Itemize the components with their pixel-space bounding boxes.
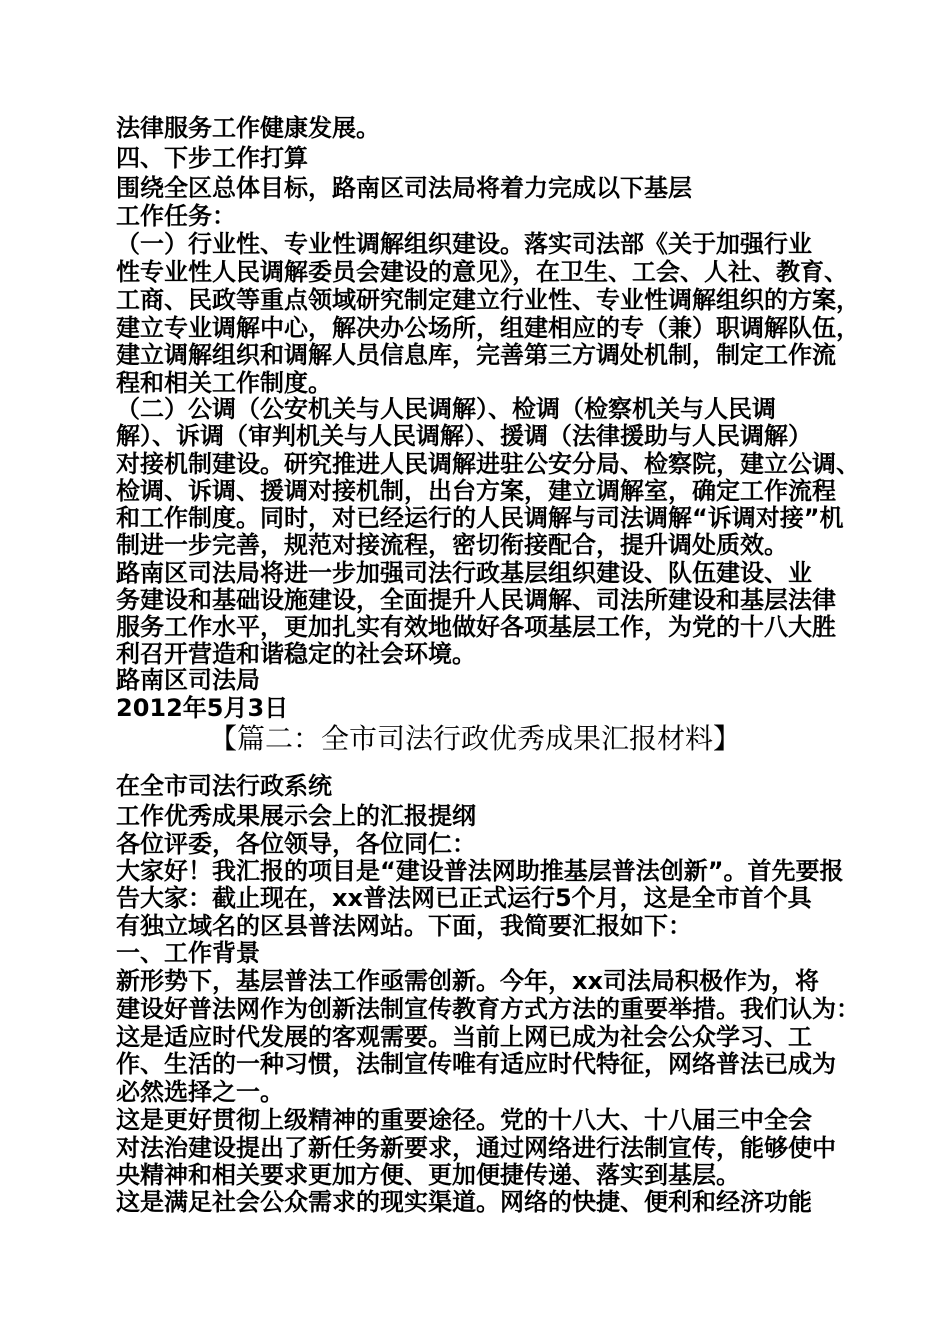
text-line: 这是满足社会公众需求的现实渠道。网络的快捷、便利和经济功能 [116, 1188, 812, 1216]
text-line: 必然选择之一。 [116, 1078, 284, 1106]
text-line: 工作任务： [116, 202, 236, 230]
text-line: 法律服务工作健康发展。 [116, 114, 380, 142]
text-line: 利召开营造和谐稳定的社会环境。 [116, 640, 476, 668]
text-line: 建立调解组织和调解人员信息库，完善第三方调处机制，制定工作流 [116, 341, 836, 369]
text-line: 央精神和相关要求更加方便、更加便捷传递、落实到基层。 [116, 1161, 740, 1189]
text-line: 大家好！我汇报的项目是“建设普法网助推基层普法创新”。首先要报 [116, 857, 844, 885]
text-line: 对接机制建设。研究推进人民调解进驻公安分局、检察院，建立公调、 [116, 450, 860, 478]
text-line: （二）公调（公安机关与人民调解）、检调（检察机关与人民调 [116, 395, 776, 423]
text-line: 各位评委，各位领导，各位同仁： [116, 830, 476, 858]
text-line: 务建设和基础设施建设，全面提升人民调解、司法所建设和基层法律 [116, 586, 836, 614]
text-line: 在全市司法行政系统 [116, 772, 332, 800]
text-line: （一）行业性、专业性调解组织建设。落实司法部《关于加强行业 [116, 230, 812, 258]
text-line: 和工作制度。同时，对已经运行的人民调解与司法调解“诉调对接”机 [116, 504, 844, 532]
text-line: 建设好普法网作为创新法制宣传教育方式方法的重要举措。我们认为： [116, 995, 860, 1023]
section-heading: 一、工作背景 [116, 939, 260, 967]
text-line: 检调、诉调、援调对接机制，出台方案，建立调解室，确定工作流程 [116, 477, 836, 505]
text-line: 制进一步完善，规范对接流程，密切衔接配合，提升调处质效。 [116, 531, 788, 559]
text-line: 工作优秀成果展示会上的汇报提纲 [116, 802, 476, 830]
text-line: 对法治建设提出了新任务新要求，通过网络进行法制宣传，能够使中 [116, 1134, 836, 1162]
text-line: 工商、民政等重点领域研究制定建立行业性、专业性调解组织的方案， [116, 286, 860, 314]
text-line: 告大家：截止现在，xx普法网已正式运行5个月，这是全市首个具 [116, 884, 812, 912]
text-line: 有独立域名的区县普法网站。下面，我简要汇报如下： [116, 912, 692, 940]
section-title: 【篇二：全市司法行政优秀成果汇报材料】 [208, 722, 741, 755]
text-line: 程和相关工作制度。 [116, 369, 332, 397]
text-line: 解）、诉调（审判机关与人民调解）、援调（法律援助与人民调解） [116, 422, 812, 450]
section-heading: 四、下步工作打算 [116, 144, 308, 172]
text-line: 围绕全区总体目标，路南区司法局将着力完成以下基层 [116, 174, 692, 202]
text-line: 这是适应时代发展的客观需要。当前上网已成为社会公众学习、工 [116, 1023, 812, 1051]
signature-org: 路南区司法局 [116, 666, 260, 694]
text-line: 新形势下，基层普法工作亟需创新。今年，xx司法局积极作为，将 [116, 967, 819, 995]
text-line: 性专业性人民调解委员会建设的意见》，在卫生、工会、人社、教育、 [116, 258, 848, 286]
text-line: 这是更好贯彻上级精神的重要途径。党的十八大、十八届三中全会 [116, 1106, 812, 1134]
text-line: 作、生活的一种习惯，法制宣传唯有适应时代特征，网络普法已成为 [116, 1050, 836, 1078]
text-line: 服务工作水平，更加扎实有效地做好各项基层工作，为党的十八大胜 [116, 613, 836, 641]
text-line: 建立专业调解中心，解决办公场所，组建相应的专（兼）职调解队伍， [116, 314, 860, 342]
text-line: 路南区司法局将进一步加强司法行政基层组织建设、队伍建设、业 [116, 559, 812, 587]
signature-date: 2012年5月3日 [116, 694, 289, 722]
